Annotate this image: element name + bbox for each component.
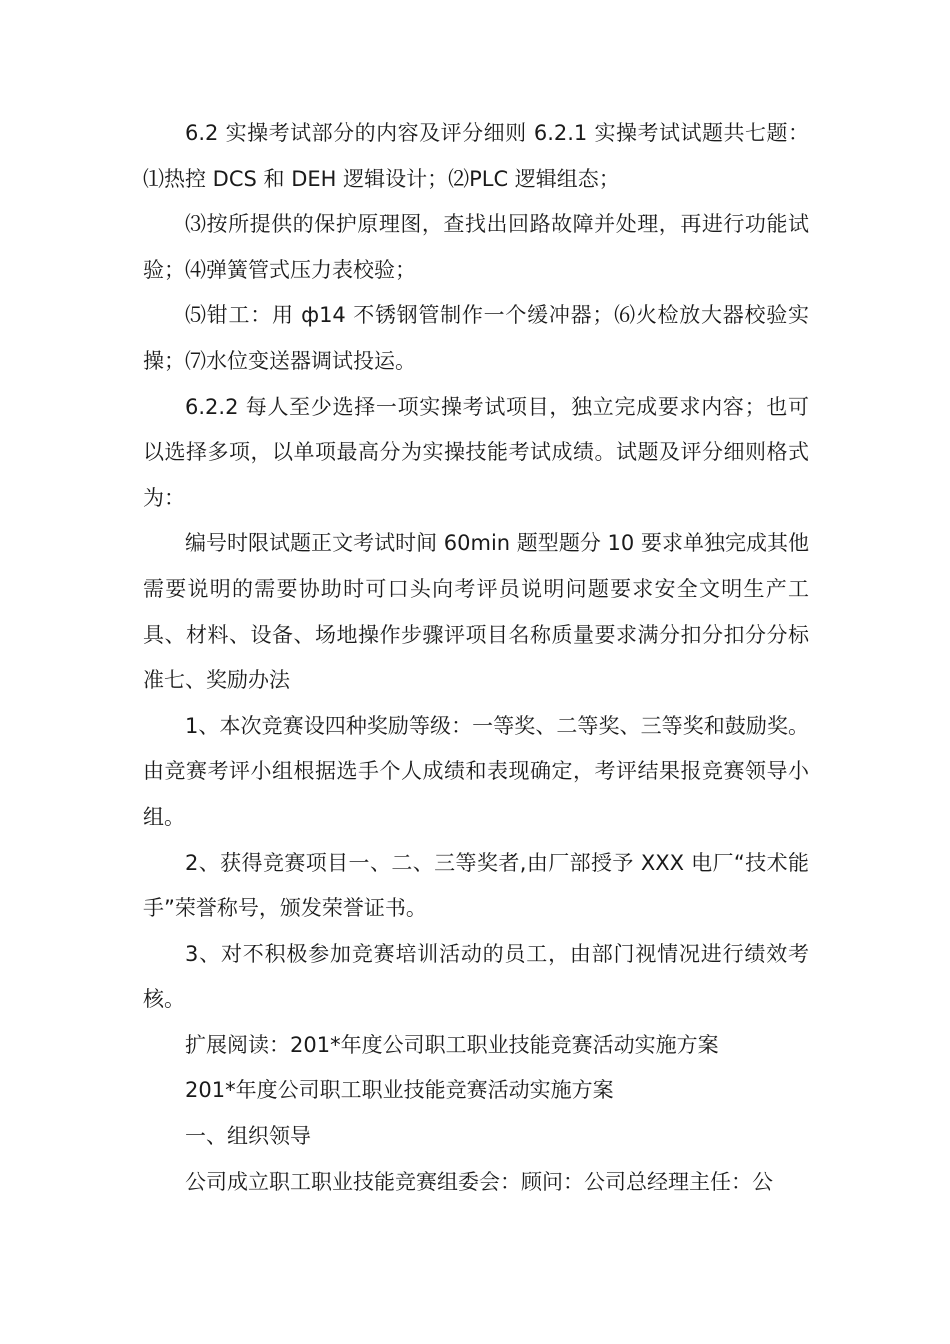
paragraph-committee: 公司成立职工职业技能竞赛组委会：顾问：公司总经理主任：公 — [185, 1169, 773, 1194]
paragraph-award-levels: 1、本次竞赛设四种奖励等级：一等奖、二等奖、三等奖和鼓励奖。由竞赛考评小组根据选手个人成绩和表现确定，考评结果报竞赛领导小组。 — [143, 713, 809, 829]
paragraph-fitter-item: ⑸钳工：用 ф14 不锈钢管制作一个缓冲器；⑹火检放大器校验实操；⑺水位变送器调试投运。 — [143, 303, 809, 373]
paragraph-scoring-format: 编号时限试题正文考试时间 60min 题型题分 10 要求单独完成其他需要说明的需要协助时可口头向考评员说明问题要求安全文明生产工具、材料、设备、场地操作步骤评项目名称质量要求满分扣分扣分分标准七、奖励办法 — [143, 531, 809, 693]
paragraph-plan-title: 201*年度公司职工职业技能竞赛活动实施方案 — [185, 1078, 614, 1103]
paragraph-exam-selection-rules: 6.2.2 每人至少选择一项实操考试项目，独立完成要求内容；也可以选择多项，以单项最高分为实操技能考试成绩。试题及评分细则格式为： — [143, 394, 809, 510]
paragraph-performance-assessment: 3、对不积极参加竞赛培训活动的员工，由部门视情况进行绩效考核。 — [143, 941, 809, 1012]
paragraph-extended-reading: 扩展阅读：201*年度公司职工职业技能竞赛活动实施方案 — [185, 1032, 719, 1057]
document-body — [143, 111, 809, 1205]
paragraph-protection-circuit-item: ⑶按所提供的保护原理图，查找出回路故障并处理，再进行功能试验；⑷弹簧管式压力表校验； — [143, 212, 809, 282]
paragraph-section-heading: 一、组织领导 — [185, 1124, 311, 1149]
paragraph-award-honor: 2、获得竞赛项目一、二、三等奖者,由厂部授予 XXX 电厂“技术能手”荣誉称号，颁发荣誉证书。 — [143, 850, 809, 921]
paragraph-practical-exam-items: 6.2 实操考试部分的内容及评分细则 6.2.1 实操考试试题共七题：⑴热控 DCS 和 DEH 逻辑设计；⑵PLC 逻辑组态； — [143, 121, 809, 191]
